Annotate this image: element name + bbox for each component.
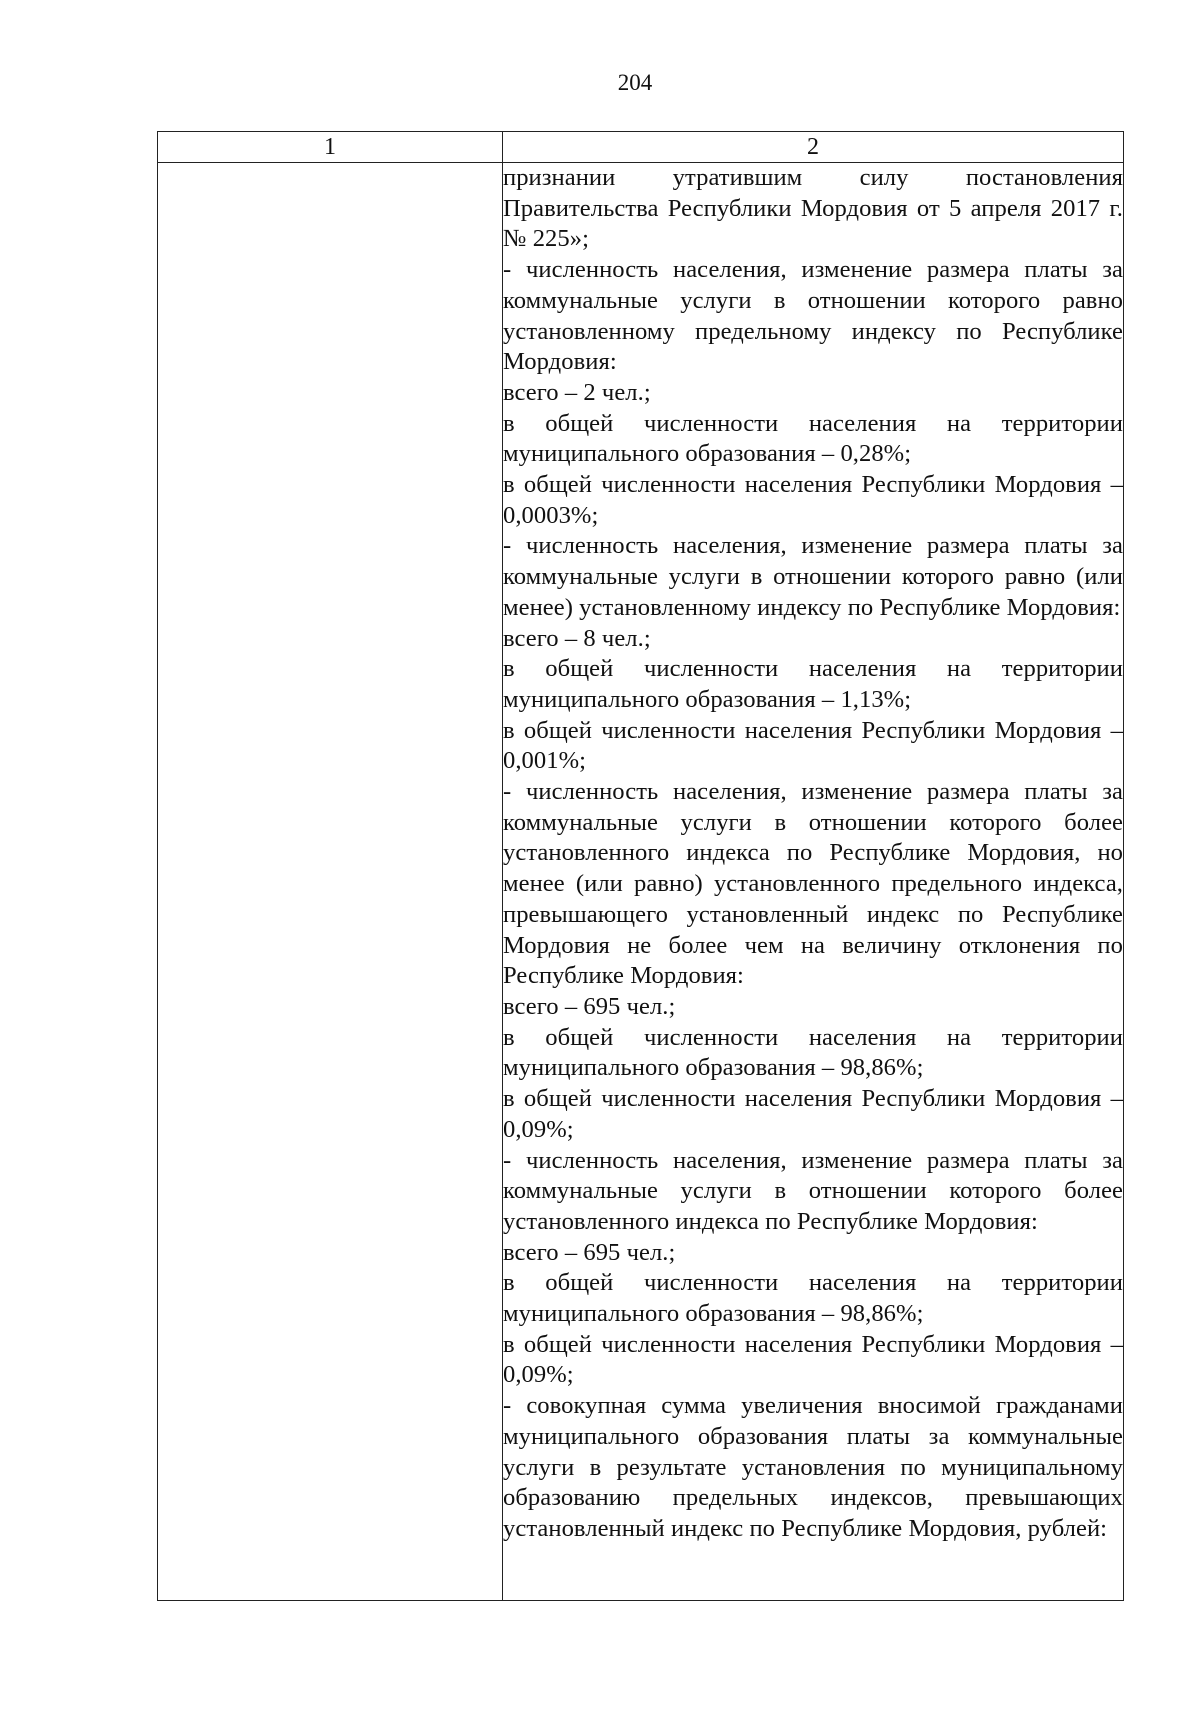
paragraph: - численность населения, изменение размера платы за коммунальные услуги в отношении которого равно (или менее) установленному индексу по Республике Мордовия: [503,532,1123,621]
column-header-2: 2 [503,132,1124,163]
paragraph: в общей численности населения на территории муниципального образования – 1,13%; [503,655,1123,713]
paragraph: в общей численности населения Республики Мордовия – 0,09%; [503,1330,1123,1389]
paragraph: всего – 695 чел.; [503,1238,676,1266]
table-row [158,163,1124,1601]
page-number: 204 [617,70,653,95]
paragraph: признании утратившим силу постановления Правительства Республики Мордовия от 5 апреля 2017 г. № 225»; [503,164,1123,253]
paragraph: всего – 695 чел.; [503,992,676,1020]
column-2-cell [503,163,1124,1601]
paragraph: - численность населения, изменение размера платы за коммунальные услуги в отношении которого более установленного индекса по Республике Мордовия, но менее (или равно) установленного предельного индекса, превышающего установленный индекс по Республике Мордовия не более чем на величину отклонения по Республике Мордовия: [503,778,1123,990]
paragraph: в общей численности населения Республики Мордовия – 0,0003%; [503,471,1123,529]
paragraph: в общей численности населения на территории муниципального образования – 0,28%; [503,409,1123,468]
paragraph: - совокупная сумма увеличения вносимой гражданами муниципального образования платы за коммунальные услуги в результате установления по муниципальному образованию предельных индексов, превышающих установленный индекс по Республике Мордовия, рублей: [503,1392,1123,1542]
paragraph: в общей численности населения на территории муниципального образования – 98,86%; [503,1269,1123,1328]
column-header-1: 1 [158,132,503,163]
paragraph: в общей численности населения Республики Мордовия – 0,09%; [503,1085,1123,1143]
document-table [157,131,1124,1601]
paragraph: всего – 2 чел.; [503,378,651,406]
paragraph: - численность населения, изменение размера платы за коммунальные услуги в отношении которого более установленного индекса по Республике Мордовия: [503,1146,1123,1235]
paragraph: в общей численности населения на территории муниципального образования – 98,86%; [503,1023,1123,1082]
paragraph: всего – 8 чел.; [503,624,651,652]
paragraph: - численность населения, изменение размера платы за коммунальные услуги в отношении которого равно установленному предельному индексу по Республике Мордовия: [503,256,1123,376]
paragraph: в общей численности населения Республики Мордовия – 0,001%; [503,716,1123,775]
column-1-cell [158,163,503,1601]
table-header-row [158,132,1124,163]
